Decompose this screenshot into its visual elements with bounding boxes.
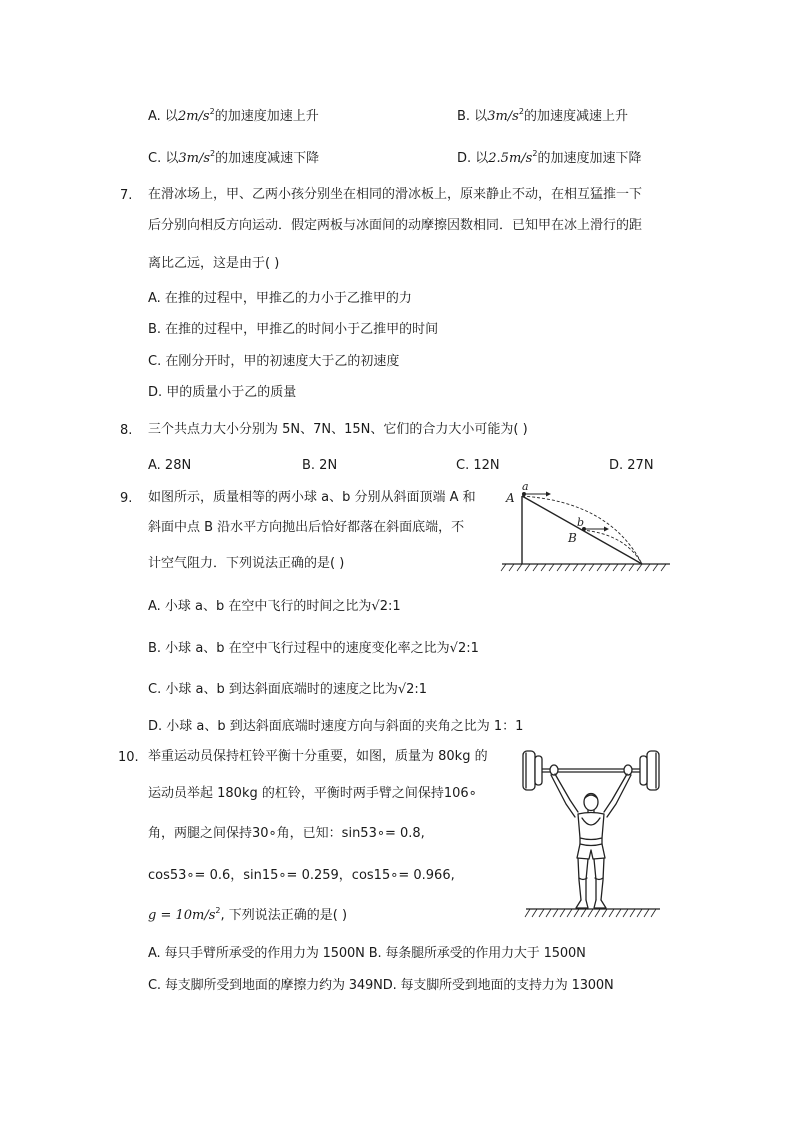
q7-stem-line-3: 离比乙远，这是由于( ) <box>148 256 280 271</box>
q10-stem-line-4: cos53∘= 0.6，sin15∘= 0.259，cos15∘= 0.966, <box>148 868 455 883</box>
q9-stem-line-3: 计空气阻力．下列说法正确的是( ) <box>148 556 345 571</box>
q10-stem-line-3: 角，两腿之间保持30∘角，已知：sin53∘= 0.8, <box>148 826 425 841</box>
q9-option-c: C. 小球 a、b 到达斜面底端时的速度之比为√2:1 <box>148 682 428 697</box>
q9-option-a: A. 小球 a、b 在空中飞行的时间之比为√2:1 <box>148 599 401 614</box>
q7-stem-line-1: 在滑冰场上，甲、乙两小孩分别坐在相同的滑冰板上，原来静止不动，在相互猛推一下 <box>148 187 643 202</box>
q9-stem-line-2: 斜面中点 B 沿水平方向抛出后恰好都落在斜面底端，不 <box>148 520 465 535</box>
fig-label-b: b <box>577 516 585 529</box>
q6-option-a: A. 以$2m/s^2$的加速度加速上升 <box>148 107 319 124</box>
q6-option-d: D. 以$2.5m/s^2$的加速度加速下降 <box>457 149 642 166</box>
q9-stem-line-1: 如图所示，质量相等的两小球 a、b 分别从斜面顶端 A 和 <box>148 490 476 505</box>
q6-option-c: C. 以$3m/s^2$的加速度减速下降 <box>148 149 320 166</box>
q9-number: 9. <box>120 491 133 506</box>
q8-option-d: D. 27N <box>609 458 654 473</box>
q6-option-b: B. 以$3m/s^2$的加速度减速上升 <box>457 107 628 124</box>
q10-option-row-1: A. 每只手臂所承受的作用力为 1500N B. 每条腿所承受的作用力大于 1500N <box>148 946 586 961</box>
q10-stem-line-1: 举重运动员保持杠铃平衡十分重要，如图，质量为 80kg 的 <box>148 749 488 764</box>
q7-option-d: D. 甲的质量小于乙的质量 <box>148 385 297 400</box>
q8-option-b: B. 2N <box>302 458 338 473</box>
q7-option-c: C. 在刚分开时，甲的初速度大于乙的初速度 <box>148 354 400 369</box>
q10-stem-line-5: $g = 10m/s^2$, 下列说法正确的是( ) <box>148 906 348 923</box>
q10-stem-line-2: 运动员举起 180kg 的杠铃，平衡时两手臂之间保持106∘ <box>148 786 477 801</box>
q10-number: 10. <box>118 750 139 765</box>
q7-option-a: A. 在推的过程中，甲推乙的力小于乙推甲的力 <box>148 291 412 306</box>
q8-option-a: A. 28N <box>148 458 192 473</box>
q9-option-b: B. 小球 a、b 在空中飞行过程中的速度变化率之比为√2:1 <box>148 641 479 656</box>
q8-number: 8. <box>120 423 133 438</box>
fig-label-B: B <box>568 531 577 545</box>
q9-option-d: D. 小球 a、b 到达斜面底端时速度方向与斜面的夹角之比为 1：1 <box>148 719 524 734</box>
fig-label-A: A <box>506 491 515 505</box>
fig-label-a: a <box>522 480 529 493</box>
weightlifter-figure <box>518 742 664 924</box>
q7-stem-line-2: 后分别向相反方向运动．假定两板与冰面间的动摩擦因数相同．已知甲在冰上滑行的距 <box>148 218 643 233</box>
q7-option-b: B. 在推的过程中，甲推乙的时间小于乙推甲的时间 <box>148 322 439 337</box>
q8-stem: 三个共点力大小分别为 5N、7N、15N、它们的合力大小可能为( ) <box>148 422 528 437</box>
incline-projectile-figure <box>500 480 672 572</box>
q7-number: 7. <box>120 188 133 203</box>
q8-option-c: C. 12N <box>456 458 500 473</box>
q10-option-row-2: C. 每支脚所受到地面的摩擦力约为 349ND. 每支脚所受到地面的支持力为 1300N <box>148 978 614 993</box>
